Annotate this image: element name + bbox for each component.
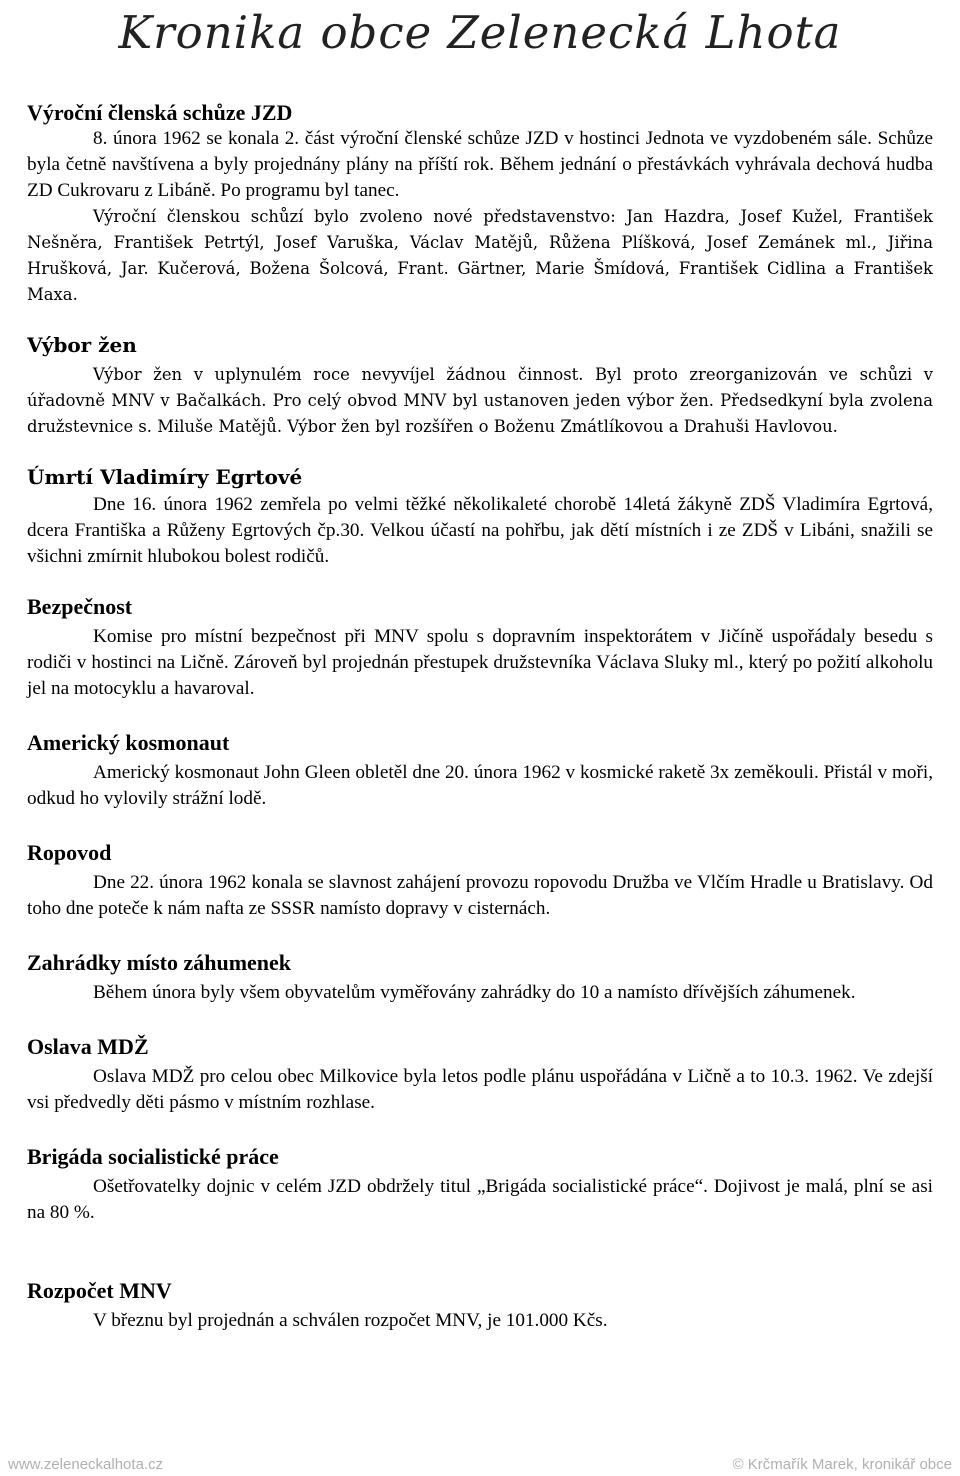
section-pipeline (27, 840, 933, 922)
section-paragraph: Výbor žen v uplynulém roce nevyvíjel žádnou činnost. Byl proto zreorganizován ve schůzi v úřadovně MNV v Bačalkách. Pro celý obvod MNV byl ustanoven jeden výbor žen. Předsedkyní byla zvolena družstevnice s. Miluše Matějů. Výbor žen byl rozšířen o Boženu Zmátlíkovou a Drahuši Havlovou. (27, 365, 933, 436)
document-body (27, 100, 933, 1334)
section-paragraph: Americký kosmonaut John Gleen obletěl dne 20. února 1962 v kosmické raketě 3x zeměkouli. Přistál v moři, odkud ho vylovily strážní lodě. (27, 762, 933, 809)
section-womens-committee (27, 332, 933, 440)
section-paragraph: 8. února 1962 se konala 2. část výroční členské schůze JZD v hostinci Jednota ve vyzdobeném sále. Schůze byla četně navštívena a byly projednány plány na příští rok. Během jednání o přestávkách vyhrávala dechová hudba ZD Cukrovaru z Libáně. Po programu byl tanec. (27, 128, 933, 201)
section-womens-day (27, 1034, 933, 1116)
section-jzd-meeting (27, 100, 933, 308)
section-heading: Výroční členská schůze JZD (27, 100, 293, 125)
section-budget (27, 1278, 933, 1334)
section-paragraph: Výroční členskou schůzí bylo zvoleno nové představenstvo: Jan Hazdra, Josef Kužel, František Nešněra, František Petrtýl, Josef Varuška, Václav Matějů, Růžena Plíšková, Josef Zemánek ml., Jiřina Hrušková, Jar. Kučerová, Božena Šolcová, Frant. Gärtner, Marie Šmídová, František Cidlina a František Maxa. (27, 207, 933, 304)
section-heading: Ropovod (27, 840, 112, 865)
section-heading: Výbor žen (27, 333, 137, 357)
section-paragraph: V březnu byl projednán a schválen rozpočet MNV, je 101.000 Kčs. (93, 1310, 608, 1331)
section-paragraph: Během února byly všem obyvatelům vyměřovány zahrádky do 10 a namísto dřívějších záhumenek. (93, 982, 856, 1003)
section-paragraph: Dne 22. února 1962 konala se slavnost zahájení provozu ropovodu Družba ve Vlčím Hradle u Bratislavy. Od toho dne poteče k nám nafta ze SSSR namísto dopravy v cisternách. (27, 872, 933, 919)
section-heading: Bezpečnost (27, 594, 133, 619)
section-socialist-brigade (27, 1144, 933, 1226)
section-paragraph: Ošetřovatelky dojnic v celém JZD obdržely titul „Brigáda socialistické práce“. Dojivost je malá, plní se asi na 80 %. (27, 1176, 933, 1223)
section-heading: Rozpočet MNV (27, 1278, 172, 1303)
chronicle-title: Kronika obce Zelenecká Lhota (118, 6, 842, 59)
section-safety (27, 594, 933, 702)
section-heading: Zahrádky místo záhumenek (27, 950, 292, 975)
section-death-egrtova (27, 464, 933, 570)
section-heading: Oslava MDŽ (27, 1034, 149, 1059)
section-heading: Americký kosmonaut (27, 730, 230, 755)
section-heading: Brigáda socialistické práce (27, 1144, 279, 1169)
section-paragraph: Oslava MDŽ pro celou obec Milkovice byla letos podle plánu uspořádána v Ličně a to 10.3. 1962. Ve zdejší vsi předvedly děti pásmo v místním rozhlase. (27, 1066, 933, 1113)
footer-website-link[interactable]: www.zeleneckalhota.cz (8, 1456, 164, 1473)
section-paragraph: Komise pro místní bezpečnost při MNV spolu s dopravním inspektorátem v Jičíně uspořádaly besedu s rodiči v hostinci na Ličně. Zároveň byl projednán přestupek družstevníka Václava Sluky ml., který po požití alkoholu jel na motocyklu a havaroval. (27, 626, 933, 699)
section-american-cosmonaut (27, 730, 933, 812)
section-gardens (27, 950, 933, 1006)
section-paragraph: Dne 16. února 1962 zemřela po velmi těžké několikaleté chorobě 14letá žákyně ZDŠ Vladimíra Egrtová, dcera Františka a Růženy Egrtových čp.30. Velkou účastí na pohřbu, jak dětí místních i ze ZDŠ v Libáni, snažili se všichni zmírnit hlubokou bolest rodičů. (27, 494, 933, 567)
footer-author: © Krčmařík Marek, kronikář obce (732, 1456, 952, 1473)
section-heading: Úmrtí Vladimíry Egrtové (27, 465, 303, 489)
